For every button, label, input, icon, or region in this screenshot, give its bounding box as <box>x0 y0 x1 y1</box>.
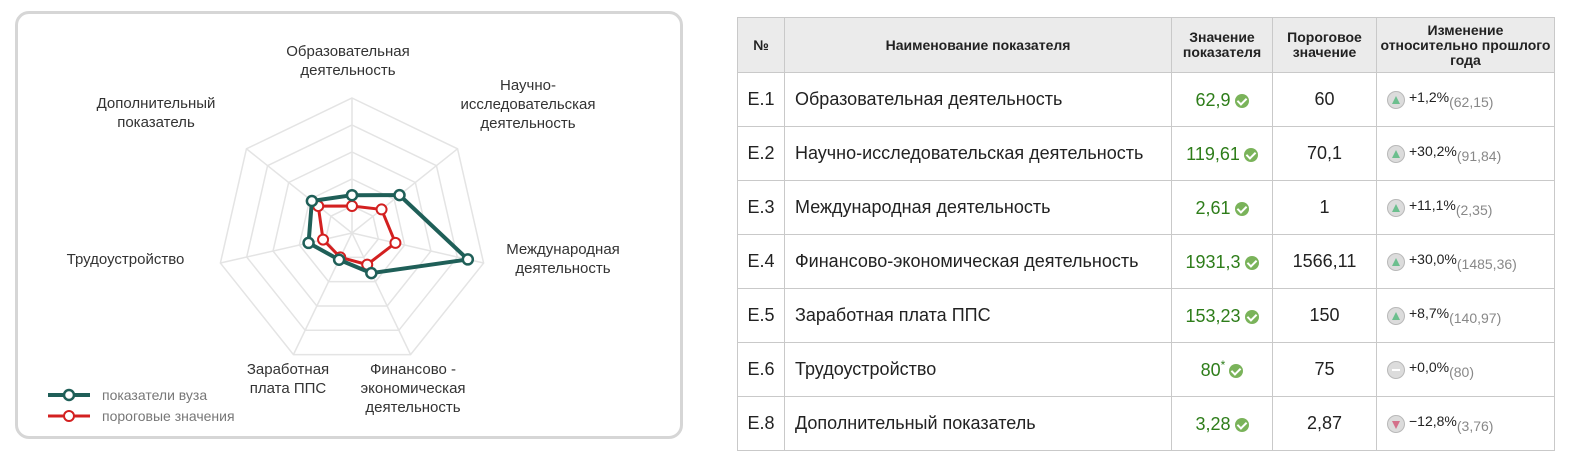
row-previous-value: (91,84) <box>1456 148 1502 164</box>
row-value: 1931,3 <box>1185 252 1241 272</box>
legend-label-threshold: пороговые значения <box>102 407 235 424</box>
row-value: 153,23 <box>1185 306 1241 326</box>
trend-down-icon <box>1387 415 1405 433</box>
axis-label-education: Образовательная деятельность <box>286 43 410 79</box>
legend-line-red-icon <box>46 409 92 423</box>
axis-label-research: Научно- исследовательская деятельность <box>460 77 596 132</box>
check-circle-icon <box>1235 202 1249 216</box>
row-number: Е.6 <box>738 343 785 397</box>
table-row <box>738 289 1555 343</box>
row-value-footnote-mark: * <box>1220 358 1226 372</box>
university-series-point <box>334 255 344 265</box>
row-number: Е.2 <box>738 127 785 181</box>
axis-label-additional: Дополнительный показатель <box>96 95 216 131</box>
axis-label-salary: Заработная плата ППС <box>246 361 330 397</box>
legend-item-university <box>46 384 235 405</box>
axis-label-international: Международная деятельность <box>506 241 620 277</box>
check-circle-icon <box>1235 94 1249 108</box>
header-threshold: Пороговое значение <box>1273 18 1377 73</box>
row-value: 3,28 <box>1195 414 1231 434</box>
row-previous-value: (3,76) <box>1456 418 1494 434</box>
check-circle-icon <box>1229 364 1243 378</box>
axis-label-employment: Трудоустройство <box>66 251 185 268</box>
table-row <box>738 343 1555 397</box>
table-header-row <box>738 18 1555 73</box>
header-value: Значение показателя <box>1172 18 1273 73</box>
row-previous-value: (140,97) <box>1449 310 1502 326</box>
radar-chart-panel <box>15 11 683 439</box>
trend-flat-icon <box>1387 361 1405 379</box>
row-change-cell <box>1377 235 1555 289</box>
row-change-cell <box>1377 73 1555 127</box>
legend-item-threshold <box>46 405 235 426</box>
row-threshold: 75 <box>1273 343 1377 397</box>
row-change-percent: +30,0% <box>1409 251 1457 267</box>
row-change-percent: +8,7% <box>1409 305 1450 321</box>
row-value-cell <box>1172 181 1273 235</box>
university-series-point <box>304 238 314 248</box>
row-value-cell <box>1172 127 1273 181</box>
check-circle-icon <box>1245 256 1259 270</box>
indicators-table <box>737 17 1555 451</box>
university-series-point <box>366 268 376 278</box>
header-number: № <box>738 18 785 73</box>
row-change-percent: +0,0% <box>1409 359 1450 375</box>
row-indicator-name: Дополнительный показатель <box>785 397 1172 451</box>
table-row <box>738 73 1555 127</box>
row-threshold: 1566,11 <box>1273 235 1377 289</box>
row-indicator-name: Финансово-экономическая деятельность <box>785 235 1172 289</box>
row-change-percent: −12,8% <box>1409 413 1457 429</box>
row-change-percent: +1,2% <box>1409 89 1450 105</box>
trend-up-icon <box>1387 253 1405 271</box>
header-change: Изменение относительно прошлого года <box>1377 18 1555 73</box>
row-indicator-name: Научно-исследовательская деятельность <box>785 127 1172 181</box>
row-threshold: 60 <box>1273 73 1377 127</box>
threshold-series-point <box>318 235 328 245</box>
row-indicator-name: Трудоустройство <box>785 343 1172 397</box>
table-row <box>738 127 1555 181</box>
university-series-point <box>394 190 404 200</box>
row-value-cell <box>1172 235 1273 289</box>
row-threshold: 1 <box>1273 181 1377 235</box>
row-number: Е.1 <box>738 73 785 127</box>
row-previous-value: (2,35) <box>1455 202 1493 218</box>
row-value: 80 <box>1200 360 1221 380</box>
trend-up-icon <box>1387 145 1405 163</box>
row-number: Е.4 <box>738 235 785 289</box>
threshold-series-point <box>390 238 400 248</box>
row-indicator-name: Заработная плата ППС <box>785 289 1172 343</box>
row-value: 62,9 <box>1195 90 1231 110</box>
university-series-point <box>307 196 317 206</box>
row-change-cell <box>1377 397 1555 451</box>
row-change-cell <box>1377 343 1555 397</box>
axis-label-finance: Финансово - экономическая деятельность <box>360 361 466 416</box>
row-previous-value: (62,15) <box>1449 94 1494 110</box>
row-value: 2,61 <box>1195 198 1231 218</box>
table-body <box>738 73 1555 451</box>
check-circle-icon <box>1244 148 1258 162</box>
row-threshold: 150 <box>1273 289 1377 343</box>
university-series-point <box>463 254 473 264</box>
row-change-cell <box>1377 127 1555 181</box>
row-threshold: 2,87 <box>1273 397 1377 451</box>
row-change-percent: +11,1% <box>1409 197 1456 213</box>
row-indicator-name: Международная деятельность <box>785 181 1172 235</box>
threshold-series-point <box>347 201 357 211</box>
header-name: Наименование показателя <box>785 18 1172 73</box>
table-row <box>738 181 1555 235</box>
check-circle-icon <box>1235 418 1249 432</box>
threshold-series-point <box>377 204 387 214</box>
row-change-cell <box>1377 181 1555 235</box>
table-row <box>738 235 1555 289</box>
row-value-cell <box>1172 343 1273 397</box>
trend-up-icon <box>1387 307 1405 325</box>
row-number: Е.3 <box>738 181 785 235</box>
trend-up-icon <box>1387 199 1405 217</box>
legend-line-green-icon <box>46 388 92 402</box>
legend-label-university: показатели вуза <box>102 386 208 403</box>
indicators-table-container <box>737 17 1554 451</box>
row-value: 119,61 <box>1186 144 1240 164</box>
row-value-cell <box>1172 397 1273 451</box>
row-previous-value: (1485,36) <box>1456 256 1517 272</box>
row-change-cell <box>1377 289 1555 343</box>
row-threshold: 70,1 <box>1273 127 1377 181</box>
university-series-point <box>347 190 357 200</box>
trend-up-icon <box>1387 91 1405 109</box>
row-change-percent: +30,2% <box>1409 143 1457 159</box>
chart-legend <box>46 384 235 426</box>
check-circle-icon <box>1245 310 1259 324</box>
row-value-cell <box>1172 289 1273 343</box>
radar-spoke <box>352 233 411 355</box>
row-number: Е.5 <box>738 289 785 343</box>
table-row <box>738 397 1555 451</box>
row-number: Е.8 <box>738 397 785 451</box>
row-previous-value: (80) <box>1449 364 1474 380</box>
row-indicator-name: Образовательная деятельность <box>785 73 1172 127</box>
row-value-cell <box>1172 73 1273 127</box>
